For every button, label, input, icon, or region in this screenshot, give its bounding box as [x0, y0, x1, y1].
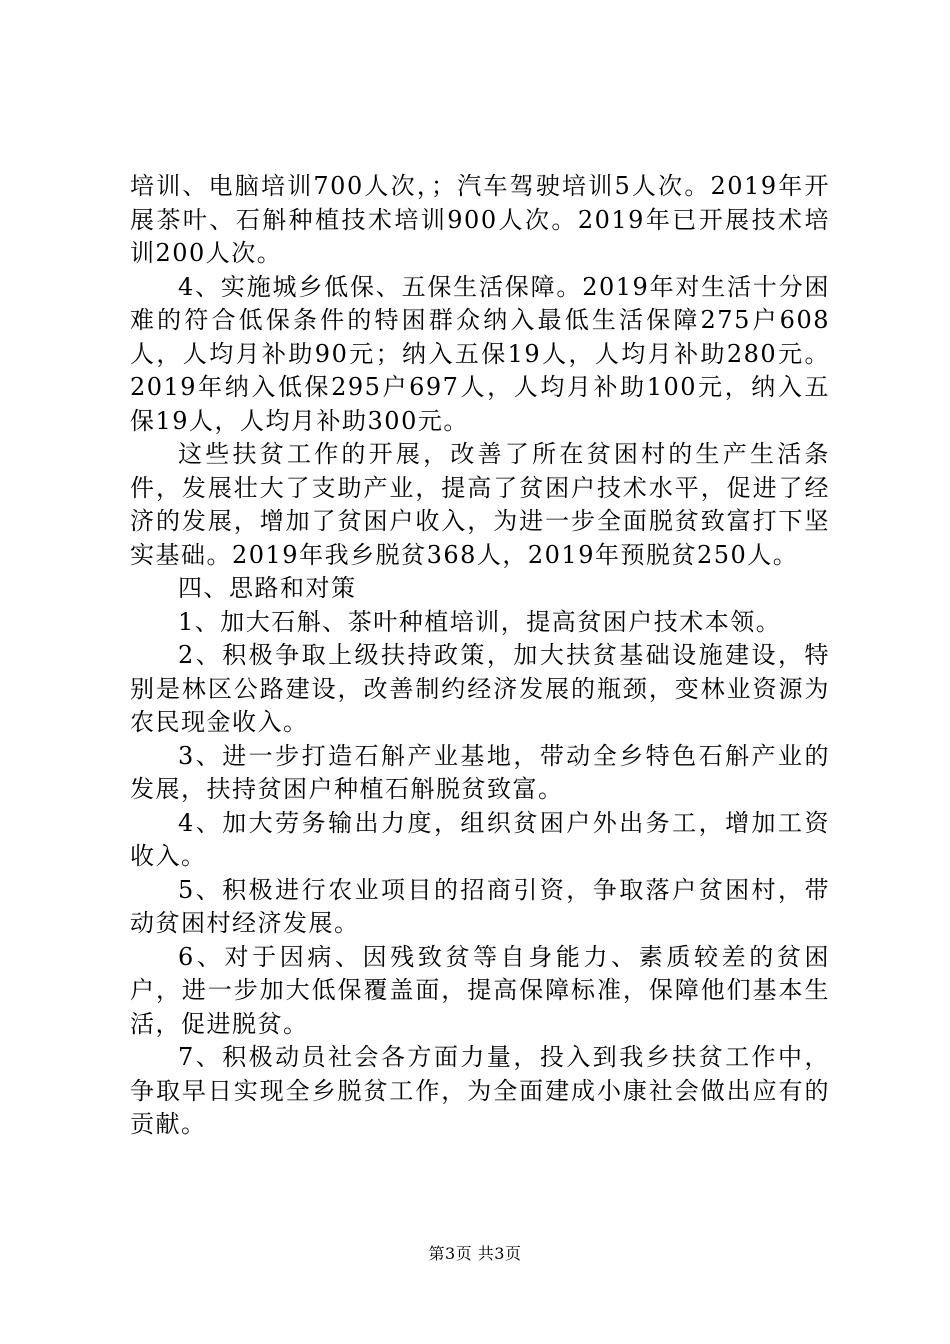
measure-item-5: 5、积极进行农业项目的招商引资，争取落户贫困村，带动贫困村经济发展。 [130, 875, 830, 937]
measure-item-2: 2、积极争取上级扶持政策，加大扶贫基础设施建设，特别是林区公路建设，改善制约经济发展的瓶颈，变林业资源为农民现金收入。 [130, 641, 830, 736]
section-heading-ideas-and-measures: 四、思路和对策 [178, 574, 357, 602]
paragraph-training-continued: 培训、电脑培训700人次，；汽车驾驶培训5人次。2019年开展茶叶、石斛种植技术培训900人次。2019年已开展技术培训200人次。 [130, 172, 830, 267]
paragraph-poverty-results: 这些扶贫工作的开展，改善了所在贫困村的生产生活条件，发展壮大了支助产业，提高了贫困户技术水平，促进了经济的发展，增加了贫困户收入，为进一步全面脱贫致富打下坚实基础。2019年我乡脱贫368人，2019年预脱贫250人。 [130, 440, 830, 569]
page-number-footer: 第3页 共3页 [428, 1244, 522, 1263]
measure-item-6: 6、对于因病、因残致贫等自身能力、素质较差的贫困户，进一步加大低保覆盖面，提高保障标准，保障他们基本生活，促进脱贫。 [130, 942, 830, 1038]
document-body [130, 170, 830, 1142]
measure-item-1: 1、加大石斛、茶叶种植培训，提高贫困户技术本领。 [178, 607, 782, 636]
measure-item-3: 3、进一步打造石斛产业基地，带动全乡特色石斛产业的发展，扶持贫困户种植石斛脱贫致富。 [130, 741, 830, 803]
paragraph-subsistence-allowance: 4、实施城乡低保、五保生活保障。2019年对生活十分困难的符合低保条件的特困群众纳入最低生活保障275户608人，人均月补助90元；纳入五保19人，人均月补助280元。2019年纳入低保295户697人，人均月补助100元，纳入五保19人，人均月补助300元。 [130, 272, 830, 435]
measure-item-7: 7、积极动员社会各方面力量，投入到我乡扶贫工作中，争取早日实现全乡脱贫工作，为全面建成小康社会做出应有的贡献。 [130, 1043, 830, 1138]
measure-item-4: 4、加大劳务输出力度，组织贫困户外出务工，增加工资收入。 [130, 808, 830, 870]
